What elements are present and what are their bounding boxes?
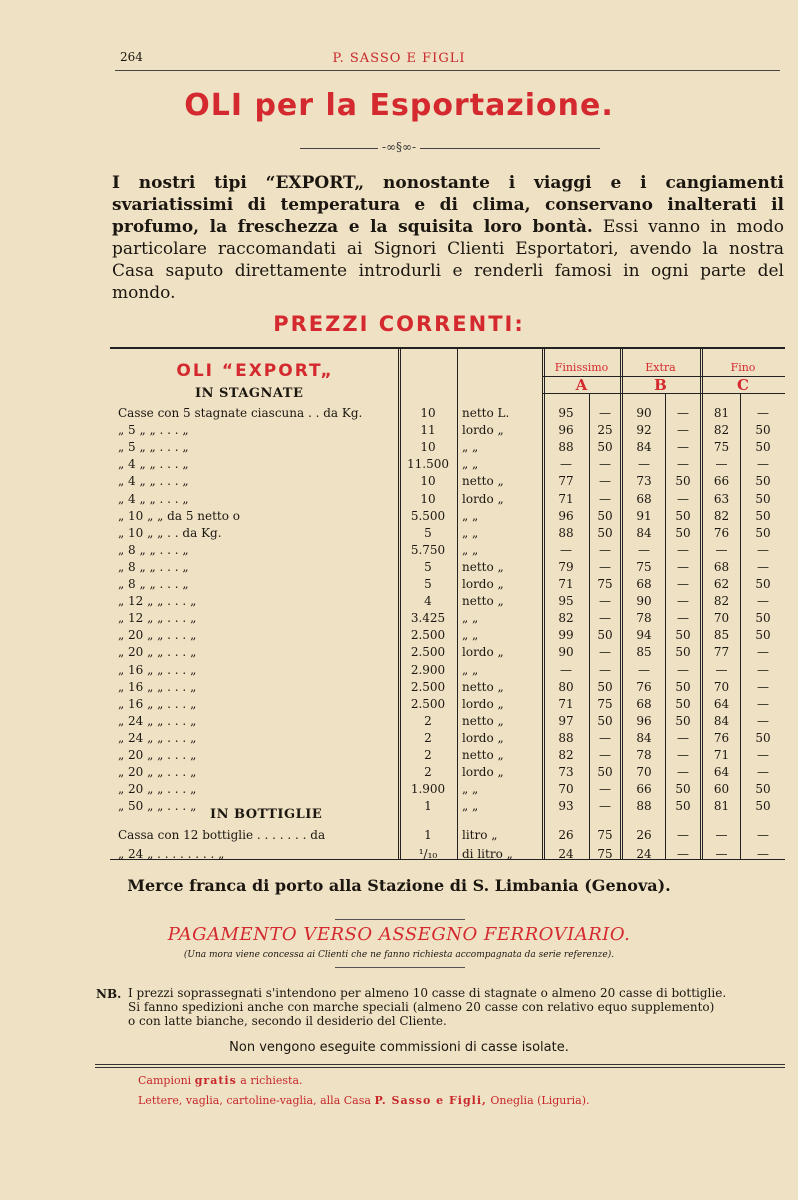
- price-c-cent: —: [757, 559, 769, 574]
- row-price-type: litro „: [462, 828, 498, 842]
- price-b-lire: 84: [636, 440, 652, 455]
- row-price-type: di litro „: [462, 847, 513, 861]
- nb-label: NB.: [96, 987, 122, 1001]
- price-a-lire: 70: [558, 782, 574, 797]
- price-c-cent: 50: [755, 491, 771, 506]
- price-a-lire: 88: [558, 525, 574, 540]
- price-a-lire: 71: [558, 491, 574, 506]
- price-a-cent: 75: [597, 696, 613, 711]
- row-kg: 10: [420, 440, 436, 455]
- price-a-lire: 71: [558, 577, 574, 591]
- price-c-lire: 66: [713, 474, 730, 489]
- price-c-cent: —: [757, 645, 769, 660]
- price-c-lire: —: [715, 542, 728, 557]
- price-c-cent: —: [757, 828, 769, 842]
- row-description: „ 16 „ „ . . . „: [118, 679, 197, 694]
- grade-header-a: Finissimo: [554, 361, 609, 374]
- price-a-lire: —: [560, 457, 572, 472]
- price-b-cent: —: [677, 730, 689, 745]
- price-a-lire: 73: [558, 765, 574, 780]
- price-a-lire: 77: [558, 474, 574, 489]
- row-price-type: lordo „: [462, 577, 504, 591]
- price-c-cent: —: [757, 696, 769, 711]
- row-kg: 1: [424, 799, 432, 814]
- price-b-cent: —: [677, 577, 689, 591]
- footer-request: a richiesta.: [240, 1074, 303, 1087]
- row-description: „ 20 „ „ . . . „: [118, 765, 197, 780]
- price-b-cent: 50: [675, 508, 691, 523]
- row-kg: 2.500: [410, 679, 446, 694]
- price-c-cent: —: [757, 406, 769, 420]
- row-kg: 2.500: [410, 645, 446, 660]
- row-description: „ 12 „ „ . . . „: [118, 594, 197, 609]
- row-kg: 2: [424, 748, 432, 762]
- row-kg: 3.425: [410, 611, 446, 626]
- price-b-cent: —: [677, 828, 689, 842]
- price-a-cent: —: [599, 474, 611, 489]
- price-a-lire: 82: [558, 748, 574, 762]
- price-a-cent: 50: [597, 765, 613, 780]
- col-divider: [665, 393, 666, 859]
- row-description: „ 4 „ „ . . . „: [118, 491, 189, 506]
- price-c-cent: 50: [755, 440, 771, 455]
- col-divider: [740, 393, 741, 859]
- row-description: Cassa con 12 bottiglie . . . . . . . da: [118, 828, 326, 842]
- price-a-cent: 50: [597, 525, 613, 540]
- table-title: OLI “EXPORT„: [176, 361, 334, 381]
- price-c-lire: 81: [713, 799, 730, 814]
- grade-letter-b: B: [654, 376, 667, 394]
- price-b-cent: 50: [675, 525, 691, 540]
- row-kg: 10: [420, 491, 436, 506]
- grade-header-b: Extra: [645, 361, 676, 374]
- row-price-type: lordo „: [462, 491, 504, 506]
- price-b-cent: —: [677, 847, 689, 861]
- price-a-cent: —: [599, 645, 611, 660]
- header-rule: [115, 70, 780, 71]
- row-price-type: „ „: [462, 799, 479, 814]
- price-c-lire: 60: [713, 782, 730, 797]
- price-b-lire: 75: [636, 559, 652, 574]
- price-c-lire: 77: [713, 645, 730, 660]
- price-b-cent: —: [677, 457, 689, 472]
- price-b-cent: —: [677, 440, 689, 455]
- price-a-lire: —: [560, 662, 572, 677]
- price-c-cent: —: [757, 713, 769, 728]
- row-price-type: „ „: [462, 525, 479, 540]
- price-c-lire: 82: [713, 423, 730, 438]
- row-description: „ 10 „ „ . . da Kg.: [118, 525, 222, 540]
- row-price-type: netto „: [462, 713, 504, 728]
- price-a-lire: 88: [558, 730, 574, 745]
- grade-letter-c: C: [737, 376, 749, 394]
- price-b-lire: 88: [636, 799, 652, 814]
- col-divider: [700, 349, 703, 859]
- price-c-lire: —: [715, 662, 728, 677]
- price-a-cent: 75: [597, 828, 613, 842]
- price-b-cent: —: [677, 662, 689, 677]
- price-c-lire: 84: [713, 713, 730, 728]
- price-c-cent: 50: [755, 474, 771, 489]
- price-b-lire: 78: [636, 748, 652, 762]
- price-b-cent: —: [677, 559, 689, 574]
- intro-normal: Essi vanno in modo particolare raccomandati ai Signori Clienti Esportatori, avendo la nostra Casa saputo direttamente introdurli e renderli famosi in ogni parte del mondo.: [112, 217, 784, 303]
- price-a-cent: 50: [597, 713, 613, 728]
- row-kg: 5: [424, 577, 432, 591]
- row-kg: 2: [424, 765, 432, 780]
- footer-rule: [95, 1064, 785, 1065]
- intro-bold: I nostri tipi “EXPORT„ nonostante i viaggi e i cangiamenti svariatissimi di temperatura e di clima, conservano inalterati il profumo, la freschezza e la squisita loro bontà.: [112, 173, 784, 237]
- col-divider: [620, 349, 623, 859]
- price-c-cent: —: [757, 748, 769, 762]
- row-kg: 2.500: [410, 628, 446, 643]
- price-b-cent: —: [677, 491, 689, 506]
- row-price-type: „ „: [462, 662, 479, 677]
- price-c-cent: —: [757, 679, 769, 694]
- price-b-lire: 68: [636, 577, 652, 591]
- price-b-lire: 68: [636, 491, 652, 506]
- payment-rule-bottom: [335, 967, 465, 968]
- grade-letter-a: A: [575, 376, 588, 394]
- row-description: „ 20 „ „ . . . „: [118, 628, 197, 643]
- section-bottiglie: IN BOTTIGLIE: [210, 807, 323, 822]
- row-price-type: netto „: [462, 594, 504, 609]
- row-description: Casse con 5 stagnate ciascuna . . da Kg.: [118, 406, 363, 420]
- price-a-lire: 96: [558, 508, 574, 523]
- price-b-lire: 96: [636, 713, 652, 728]
- price-c-lire: 70: [713, 679, 730, 694]
- footer-letters: Lettere, vaglia, cartoline-vaglia, alla Casa: [138, 1094, 371, 1107]
- price-c-lire: 75: [713, 440, 730, 455]
- price-b-cent: —: [677, 765, 689, 780]
- row-kg: 10: [420, 406, 436, 420]
- row-kg: 2: [424, 713, 432, 728]
- price-b-lire: 84: [636, 525, 652, 540]
- ornament: [0, 140, 798, 154]
- price-b-cent: —: [677, 748, 689, 762]
- price-c-lire: 82: [713, 508, 730, 523]
- footer-line-samples: [138, 1074, 303, 1087]
- price-b-lire: —: [638, 457, 650, 472]
- price-b-cent: —: [677, 406, 689, 420]
- price-b-cent: —: [677, 594, 689, 609]
- price-a-cent: 75: [597, 577, 613, 591]
- price-a-lire: 99: [558, 628, 574, 643]
- price-b-lire: 24: [636, 847, 652, 861]
- price-b-cent: 50: [675, 628, 691, 643]
- price-a-cent: 50: [597, 440, 613, 455]
- price-c-lire: 76: [713, 730, 730, 745]
- price-c-lire: 64: [713, 696, 730, 711]
- price-a-cent: —: [599, 542, 611, 557]
- row-kg: 11.500: [407, 457, 449, 472]
- price-b-lire: 84: [636, 730, 652, 745]
- row-description: „ 5 „ „ . . . „: [118, 440, 189, 455]
- payment-terms: PAGAMENTO VERSO ASSEGNO FERROVIARIO.: [167, 924, 631, 945]
- footer-city: Oneglia (Liguria).: [490, 1094, 590, 1107]
- price-c-lire: —: [715, 457, 728, 472]
- price-a-lire: 95: [558, 406, 574, 420]
- price-b-lire: 90: [636, 594, 652, 609]
- price-b-lire: —: [638, 662, 650, 677]
- row-price-type: lordo „: [462, 423, 504, 438]
- price-c-lire: 85: [713, 628, 730, 643]
- payment-note: (Una mora viene concessa ai Clienti che ne fanno richiesta accompagnata da serie referenze).: [183, 950, 615, 960]
- price-b-lire: 94: [636, 628, 652, 643]
- price-a-cent: 75: [597, 847, 613, 861]
- page-title: OLI per la Esportazione.: [184, 88, 614, 123]
- row-kg: 5: [424, 559, 432, 574]
- price-a-cent: —: [599, 559, 611, 574]
- row-price-type: netto L.: [462, 406, 510, 420]
- row-kg: 2.900: [410, 662, 446, 677]
- price-b-lire: 68: [636, 696, 652, 711]
- row-kg: ¹/₁₀: [418, 847, 438, 861]
- price-b-lire: 26: [636, 828, 652, 842]
- price-a-cent: —: [599, 491, 611, 506]
- footer-samples: Campioni: [138, 1074, 192, 1087]
- col-divider: [542, 349, 545, 859]
- price-b-cent: 50: [675, 474, 691, 489]
- row-price-type: lordo „: [462, 730, 504, 745]
- row-description: „ 8 „ „ . . . „: [118, 577, 189, 591]
- row-price-type: netto „: [462, 559, 504, 574]
- nb-line: Si fanno spedizioni anche con marche speciali (almeno 20 casse con relativo equo supplemento): [128, 1000, 715, 1014]
- price-b-lire: 66: [636, 782, 652, 797]
- price-a-lire: 97: [558, 713, 574, 728]
- price-c-cent: 50: [755, 611, 771, 626]
- price-table: [110, 347, 785, 860]
- price-a-lire: 71: [558, 696, 574, 711]
- price-a-lire: 82: [558, 611, 574, 626]
- row-price-type: lordo „: [462, 696, 504, 711]
- price-c-cent: —: [757, 457, 769, 472]
- price-a-cent: —: [599, 782, 611, 797]
- price-b-cent: 50: [675, 679, 691, 694]
- price-a-cent: 25: [597, 423, 613, 438]
- price-b-lire: 85: [636, 645, 652, 660]
- price-a-cent: 50: [597, 508, 613, 523]
- price-c-cent: —: [757, 847, 769, 861]
- price-c-lire: 63: [713, 491, 730, 506]
- prices-heading: PREZZI CORRENTI:: [273, 312, 525, 336]
- row-kg: 10: [420, 474, 436, 489]
- price-a-lire: 24: [558, 847, 574, 861]
- price-a-cent: 50: [597, 679, 613, 694]
- row-price-type: lordo „: [462, 645, 504, 660]
- row-description: „ 20 „ „ . . . „: [118, 748, 197, 762]
- page-number: 264: [120, 50, 143, 64]
- price-a-cent: —: [599, 594, 611, 609]
- row-description: „ 24 „ . . . . . . . . „: [118, 847, 225, 861]
- row-description: „ 10 „ „ da 5 netto o: [118, 508, 241, 523]
- price-a-cent: —: [599, 730, 611, 745]
- row-description: „ 16 „ „ . . . „: [118, 696, 197, 711]
- price-c-cent: —: [757, 765, 769, 780]
- price-b-cent: —: [677, 611, 689, 626]
- price-c-cent: 50: [755, 799, 771, 814]
- row-description: „ 20 „ „ . . . „: [118, 782, 197, 797]
- nb-text: [128, 986, 778, 1028]
- row-kg: 1.900: [410, 782, 446, 797]
- price-b-lire: 91: [636, 508, 652, 523]
- row-kg: 2.500: [410, 696, 446, 711]
- price-a-lire: 95: [558, 594, 574, 609]
- price-b-cent: —: [677, 542, 689, 557]
- price-a-lire: 88: [558, 440, 574, 455]
- free-port-note: Merce franca di porto alla Stazione di S. Limbania (Genova).: [127, 876, 671, 895]
- price-b-lire: 70: [636, 765, 652, 780]
- row-description: „ 20 „ „ . . . „: [118, 645, 197, 660]
- price-c-cent: 50: [755, 628, 771, 643]
- price-c-cent: —: [757, 662, 769, 677]
- footer-company: P. Sasso e Figli,: [374, 1094, 487, 1107]
- ornament-glyph: -∞§∞-: [378, 140, 420, 154]
- price-a-lire: 90: [558, 645, 574, 660]
- price-a-cent: —: [599, 611, 611, 626]
- price-c-lire: —: [715, 847, 728, 861]
- price-b-lire: 78: [636, 611, 652, 626]
- row-kg: 4: [424, 594, 432, 609]
- row-description: „ 5 „ „ . . . „: [118, 423, 189, 438]
- row-description: „ 4 „ „ . . . „: [118, 474, 189, 489]
- price-a-lire: 80: [558, 679, 574, 694]
- row-description: „ 24 „ „ . . . „: [118, 730, 197, 745]
- price-a-lire: 93: [558, 799, 574, 814]
- price-a-lire: 79: [558, 559, 574, 574]
- price-c-lire: 82: [713, 594, 730, 609]
- row-price-type: „ „: [462, 782, 479, 797]
- row-description: „ 24 „ „ . . . „: [118, 713, 197, 728]
- row-description: „ 50 „ „ . . . „: [118, 799, 197, 814]
- row-description: „ 12 „ „ . . . „: [118, 611, 197, 626]
- row-price-type: „ „: [462, 457, 479, 472]
- no-single-cases-note: Non vengono eseguite commissioni di casse isolate.: [229, 1040, 569, 1055]
- section-stagnate: IN STAGNATE: [195, 386, 304, 401]
- row-price-type: „ „: [462, 542, 479, 557]
- row-description: „ 4 „ „ . . . „: [118, 457, 189, 472]
- intro-paragraph: [112, 172, 784, 304]
- row-kg: 5: [424, 525, 432, 540]
- price-c-lire: 64: [713, 765, 730, 780]
- price-a-cent: —: [599, 457, 611, 472]
- nb-line: o con latte bianche, secondo il desiderio del Cliente.: [128, 1014, 447, 1028]
- row-description: „ 8 „ „ . . . „: [118, 559, 189, 574]
- price-c-cent: —: [757, 542, 769, 557]
- price-c-cent: 50: [755, 577, 771, 591]
- price-c-lire: 68: [713, 559, 730, 574]
- price-b-cent: 50: [675, 799, 691, 814]
- row-price-type: netto „: [462, 748, 504, 762]
- footer-line-address: [138, 1094, 589, 1107]
- row-price-type: lordo „: [462, 765, 504, 780]
- price-c-lire: 70: [713, 611, 730, 626]
- price-c-lire: 81: [713, 406, 730, 420]
- payment-rule-top: [335, 919, 465, 920]
- price-a-cent: —: [599, 662, 611, 677]
- price-c-cent: 50: [755, 730, 771, 745]
- price-c-lire: 71: [713, 748, 730, 762]
- grade-header-c: Fino: [730, 361, 756, 374]
- row-description: „ 16 „ „ . . . „: [118, 662, 197, 677]
- price-b-lire: 90: [636, 406, 652, 420]
- row-description: „ 8 „ „ . . . „: [118, 542, 189, 557]
- row-price-type: „ „: [462, 440, 479, 455]
- price-a-lire: 26: [558, 828, 574, 842]
- price-c-cent: —: [757, 594, 769, 609]
- price-a-lire: 96: [558, 423, 574, 438]
- price-b-lire: 76: [636, 679, 652, 694]
- row-price-type: netto „: [462, 679, 504, 694]
- row-kg: 5.750: [410, 542, 446, 557]
- price-b-cent: 50: [675, 645, 691, 660]
- price-b-lire: —: [638, 542, 650, 557]
- nb-line: I prezzi soprassegnati s'intendono per almeno 10 casse di stagnate o almeno 20 casse di bottiglie.: [128, 986, 727, 1000]
- price-b-lire: 92: [636, 423, 652, 438]
- row-price-type: netto „: [462, 474, 504, 489]
- footer-gratis: gratis: [194, 1074, 237, 1087]
- price-a-cent: —: [599, 748, 611, 762]
- price-a-cent: —: [599, 799, 611, 814]
- price-a-lire: —: [560, 542, 572, 557]
- footer-rule: [95, 1067, 785, 1068]
- row-kg: 11: [420, 423, 436, 438]
- price-b-cent: —: [677, 423, 689, 438]
- row-price-type: „ „: [462, 628, 479, 643]
- row-price-type: „ „: [462, 508, 479, 523]
- price-c-lire: 76: [713, 525, 730, 540]
- row-kg: 2: [424, 730, 432, 745]
- price-b-cent: 50: [675, 782, 691, 797]
- col-divider: [398, 349, 401, 859]
- row-kg: 5.500: [410, 508, 446, 523]
- price-c-cent: 50: [755, 782, 771, 797]
- col-divider: [457, 349, 458, 859]
- row-price-type: „ „: [462, 611, 479, 626]
- row-kg: 1: [424, 828, 432, 842]
- price-c-cent: 50: [755, 423, 771, 438]
- price-b-cent: 50: [675, 713, 691, 728]
- price-c-cent: 50: [755, 508, 771, 523]
- price-b-cent: 50: [675, 696, 691, 711]
- price-a-cent: 50: [597, 628, 613, 643]
- price-c-cent: 50: [755, 525, 771, 540]
- price-b-lire: 73: [636, 474, 652, 489]
- price-c-lire: 62: [713, 577, 730, 591]
- col-divider: [589, 393, 590, 859]
- running-head: P. SASSO E FIGLI: [332, 51, 466, 66]
- price-a-cent: —: [599, 406, 611, 420]
- price-c-lire: —: [715, 828, 728, 842]
